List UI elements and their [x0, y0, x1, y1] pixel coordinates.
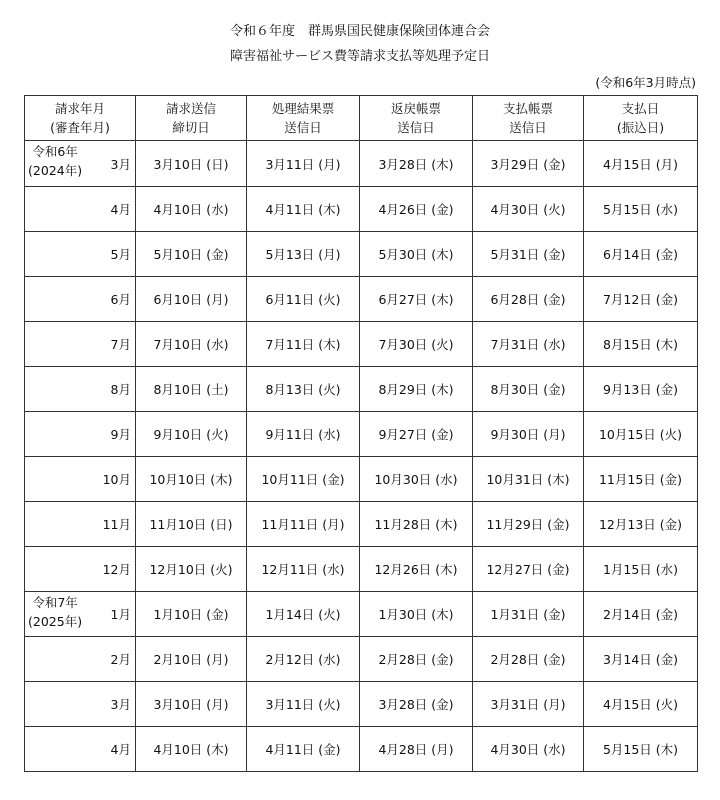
billing-month-cell: [25, 367, 136, 412]
billing-month-cell: [25, 637, 136, 682]
return-send-date-cell: 7月30日 (火): [360, 322, 473, 367]
table-row: [25, 547, 698, 592]
result-send-date-cell: 8月13日 (火): [247, 367, 360, 412]
month-label: 4月: [110, 742, 131, 757]
billing-month-cell: [25, 592, 136, 637]
submission-deadline-cell: 2月10日 (月): [136, 637, 247, 682]
table-row: [25, 367, 698, 412]
billing-month-cell: [25, 412, 136, 457]
submission-deadline-cell: 3月10日 (日): [136, 141, 247, 187]
submission-deadline-cell: 6月10日 (月): [136, 277, 247, 322]
payment-date-cell: 9月13日 (金): [584, 367, 698, 412]
payment-date-cell: 12月13日 (金): [584, 502, 698, 547]
billing-month-cell: [25, 457, 136, 502]
result-send-date-cell: 3月11日 (月): [247, 141, 360, 187]
payment-date-cell: 8月15日 (木): [584, 322, 698, 367]
billing-month-cell: [25, 141, 136, 187]
payment-date-cell: 5月15日 (木): [584, 727, 698, 772]
as-of-note: (令和6年3月時点): [595, 75, 696, 90]
return-send-date-cell: 10月30日 (水): [360, 457, 473, 502]
document-title: 令和６年度 群馬県国民健康保険団体連合会: [229, 24, 490, 39]
return-send-date-cell: 8月29日 (木): [360, 367, 473, 412]
table-row: [25, 322, 698, 367]
table-row: [25, 502, 698, 547]
billing-month-cell: [25, 727, 136, 772]
table-row: [25, 727, 698, 772]
return-send-date-cell: 2月28日 (金): [360, 637, 473, 682]
submission-deadline-cell: 11月10日 (日): [136, 502, 247, 547]
column-header-result-send-date: 処理結果票 送信日: [247, 96, 360, 141]
billing-month-cell: [25, 502, 136, 547]
payment-send-date-cell: 6月28日 (金): [473, 277, 584, 322]
payment-send-date-cell: 11月29日 (金): [473, 502, 584, 547]
result-send-date-cell: 10月11日 (金): [247, 457, 360, 502]
month-label: 10月: [102, 472, 131, 487]
return-send-date-cell: 3月28日 (金): [360, 682, 473, 727]
billing-month-cell: [25, 682, 136, 727]
payment-send-date-cell: 10月31日 (木): [473, 457, 584, 502]
payment-date-cell: 4月15日 (月): [584, 141, 698, 187]
result-send-date-cell: 5月13日 (月): [247, 232, 360, 277]
table-row: [25, 187, 698, 232]
return-send-date-cell: 6月27日 (木): [360, 277, 473, 322]
column-header-payment-date: 支払日 (振込日): [584, 96, 698, 141]
era-name: 令和7年: [32, 595, 78, 610]
result-send-date-cell: 6月11日 (火): [247, 277, 360, 322]
era-name: 令和6年: [32, 144, 78, 159]
payment-date-cell: 4月15日 (火): [584, 682, 698, 727]
month-label: 2月: [110, 652, 131, 667]
month-label: 11月: [102, 517, 131, 532]
era-year: (2024年): [28, 163, 83, 178]
payment-send-date-cell: 7月31日 (水): [473, 322, 584, 367]
payment-date-cell: 1月15日 (水): [584, 547, 698, 592]
payment-send-date-cell: 8月30日 (金): [473, 367, 584, 412]
billing-month-cell: [25, 187, 136, 232]
return-send-date-cell: 5月30日 (木): [360, 232, 473, 277]
table-row: [25, 232, 698, 277]
payment-send-date-cell: 4月30日 (火): [473, 187, 584, 232]
payment-send-date-cell: 5月31日 (金): [473, 232, 584, 277]
column-header-payment-send-date: 支払帳票 送信日: [473, 96, 584, 141]
payment-send-date-cell: 12月27日 (金): [473, 547, 584, 592]
payment-send-date-cell: 3月31日 (月): [473, 682, 584, 727]
payment-date-cell: 10月15日 (火): [584, 412, 698, 457]
schedule-table-header: [25, 96, 698, 141]
return-send-date-cell: 4月26日 (金): [360, 187, 473, 232]
submission-deadline-cell: 10月10日 (木): [136, 457, 247, 502]
result-send-date-cell: 7月11日 (木): [247, 322, 360, 367]
payment-date-cell: 11月15日 (金): [584, 457, 698, 502]
return-send-date-cell: 1月30日 (木): [360, 592, 473, 637]
month-label: 9月: [110, 427, 131, 442]
month-label: 3月: [110, 156, 131, 172]
payment-send-date-cell: 9月30日 (月): [473, 412, 584, 457]
submission-deadline-cell: 4月10日 (木): [136, 727, 247, 772]
result-send-date-cell: 4月11日 (金): [247, 727, 360, 772]
billing-month-cell: [25, 547, 136, 592]
submission-deadline-cell: 7月10日 (水): [136, 322, 247, 367]
submission-deadline-cell: 5月10日 (金): [136, 232, 247, 277]
table-row: [25, 592, 698, 637]
submission-deadline-cell: 12月10日 (火): [136, 547, 247, 592]
billing-month-cell: [25, 277, 136, 322]
return-send-date-cell: 4月28日 (月): [360, 727, 473, 772]
payment-send-date-cell: 1月31日 (金): [473, 592, 584, 637]
return-send-date-cell: 3月28日 (木): [360, 141, 473, 187]
table-row: [25, 637, 698, 682]
submission-deadline-cell: 4月10日 (水): [136, 187, 247, 232]
payment-send-date-cell: 3月29日 (金): [473, 141, 584, 187]
table-row: [25, 412, 698, 457]
submission-deadline-cell: 3月10日 (月): [136, 682, 247, 727]
submission-deadline-cell: 1月10日 (金): [136, 592, 247, 637]
era-year: (2025年): [28, 614, 83, 629]
month-label: 7月: [110, 337, 131, 352]
table-row: [25, 457, 698, 502]
payment-send-date-cell: 2月28日 (金): [473, 637, 584, 682]
payment-date-cell: 7月12日 (金): [584, 277, 698, 322]
result-send-date-cell: 2月12日 (水): [247, 637, 360, 682]
document-subtitle: 障害福祉サービス費等請求支払等処理予定日: [229, 49, 490, 64]
payment-send-date-cell: 4月30日 (水): [473, 727, 584, 772]
column-header-return-send-date: 返戻帳票 送信日: [360, 96, 473, 141]
column-header-submission-deadline: 請求送信 締切日: [136, 96, 247, 141]
month-label: 4月: [110, 202, 131, 217]
month-label: 8月: [110, 382, 131, 397]
month-label: 3月: [110, 697, 131, 712]
era-label: [28, 142, 82, 180]
billing-month-cell: [25, 232, 136, 277]
submission-deadline-cell: 9月10日 (火): [136, 412, 247, 457]
table-row: [25, 682, 698, 727]
return-send-date-cell: 12月26日 (木): [360, 547, 473, 592]
payment-date-cell: 3月14日 (金): [584, 637, 698, 682]
schedule-table: [24, 95, 698, 772]
result-send-date-cell: 4月11日 (木): [247, 187, 360, 232]
payment-date-cell: 2月14日 (金): [584, 592, 698, 637]
month-label: 6月: [110, 292, 131, 307]
submission-deadline-cell: 8月10日 (土): [136, 367, 247, 412]
table-row: [25, 277, 698, 322]
schedule-table-body: [25, 141, 698, 772]
era-label: [28, 593, 82, 631]
header-row: [25, 96, 698, 141]
result-send-date-cell: 12月11日 (水): [247, 547, 360, 592]
month-label: 1月: [110, 607, 131, 622]
table-row: [25, 141, 698, 187]
month-label: 5月: [110, 247, 131, 262]
month-label: 12月: [102, 562, 131, 577]
result-send-date-cell: 1月14日 (火): [247, 592, 360, 637]
return-send-date-cell: 9月27日 (金): [360, 412, 473, 457]
result-send-date-cell: 3月11日 (火): [247, 682, 360, 727]
column-header-billing-month: 請求年月 (審査年月): [25, 96, 136, 141]
result-send-date-cell: 11月11日 (月): [247, 502, 360, 547]
return-send-date-cell: 11月28日 (木): [360, 502, 473, 547]
payment-date-cell: 5月15日 (水): [584, 187, 698, 232]
result-send-date-cell: 9月11日 (水): [247, 412, 360, 457]
payment-date-cell: 6月14日 (金): [584, 232, 698, 277]
billing-month-cell: [25, 322, 136, 367]
